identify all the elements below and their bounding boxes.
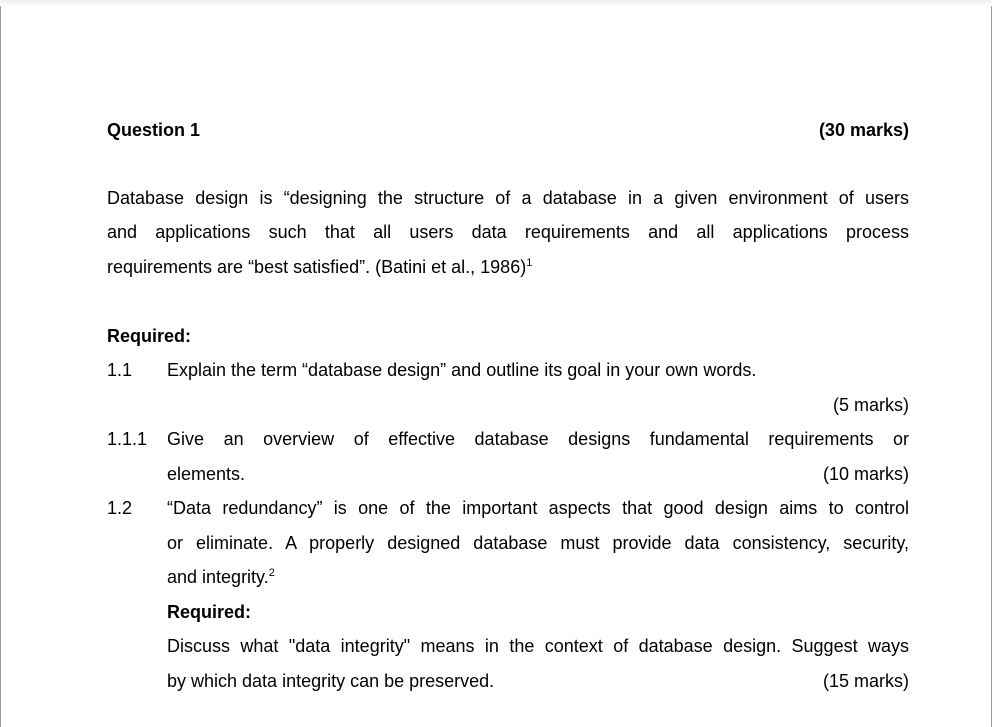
item-1-2-sub-line-2: by which data integrity can be preserved. [167,671,495,691]
item-1-2-marks: (15 marks) [822,671,909,691]
intro-line-1: Database design is “designing the structure of a database in a given environment of users [107,188,909,208]
intro-line-3 [107,256,532,278]
item-1-1-text: Explain the term “database design” and outline its goal in your own words. [167,360,757,380]
item-1-2-sub-line-1: Discuss what "data integrity" means in the context of database design. Suggest ways [167,636,909,656]
item-1-1-1-marks: (10 marks) [822,464,909,484]
item-1-2-line-3 [167,566,275,588]
item-1-1-1-line-2: elements. [167,464,246,484]
question-title: Question 1 [107,120,201,140]
item-1-1-number: 1.1 [107,360,133,380]
footnote-ref-2: 2 [268,567,275,579]
intro-line-3-text: requirements are “best satisfied”. (Batini et al., 1986) [107,257,527,277]
item-1-2-number: 1.2 [107,498,133,518]
item-1-2-line-2: or eliminate. A properly designed database must provide data consistency, security, [167,533,909,553]
footnote-ref-1: 1 [526,257,533,269]
item-1-1-1-line-1: Give an overview of effective database designs fundamental requirements or [167,429,909,449]
question-marks: (30 marks) [818,120,909,140]
required-heading: Required: [107,326,192,346]
item-1-1-marks: (5 marks) [833,395,909,415]
item-1-2-line-1: “Data redundancy” is one of the important aspects that good design aims to control [167,498,909,518]
item-1-2-required-heading: Required: [167,602,252,622]
item-1-1-1-number: 1.1.1 [107,429,148,449]
item-1-2-line-3-text: and integrity. [167,567,269,587]
intro-line-2: and applications such that all users data requirements and all applications process [107,222,909,242]
